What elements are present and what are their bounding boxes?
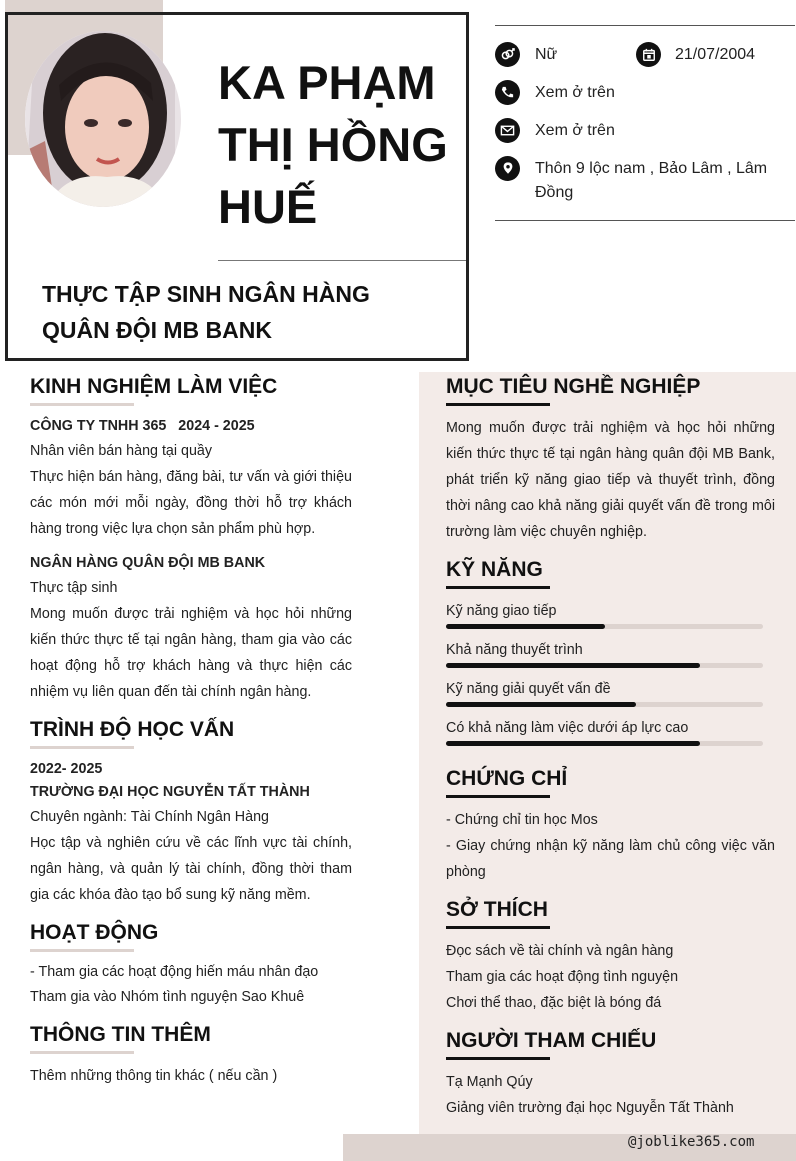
activity-item: - Tham gia các hoạt động hiến máu nhân đạo xyxy=(30,964,319,980)
location-icon xyxy=(495,156,520,181)
education-major: Chuyên ngành: Tài Chính Ngân Hàng xyxy=(30,809,269,825)
skill-bar xyxy=(446,663,763,668)
objective-underline xyxy=(446,403,550,406)
name-divider xyxy=(218,260,466,261)
gender-icon xyxy=(495,42,520,67)
gender-value: Nữ xyxy=(535,46,558,63)
experience-heading: KINH NGHIỆM LÀM VIỆC xyxy=(30,375,278,398)
skill-label: Có khả năng làm việc dưới áp lực cao xyxy=(446,720,689,736)
certificate-item: - Chứng chỉ tin học Mos xyxy=(446,812,598,828)
additional-info-heading: THÔNG TIN THÊM xyxy=(30,1023,211,1046)
skills-underline xyxy=(446,586,550,589)
address-value: Thôn 9 lộc nam , Bảo Lâm , Lâm Đồng xyxy=(535,160,768,201)
hobby-item: Tham gia các hoạt động tình nguyện xyxy=(446,969,679,985)
email-icon xyxy=(495,118,520,143)
email-value: Xem ở trên xyxy=(535,122,615,139)
skills-heading: KỸ NĂNG xyxy=(446,558,543,581)
candidate-name: KA PHẠM THỊ HỒNG HUẾ xyxy=(218,56,448,233)
skill-bar-fill xyxy=(446,624,605,629)
certificates-underline xyxy=(446,795,550,798)
phone-icon xyxy=(495,80,520,105)
reference-position: Giảng viên trường đại học Nguyễn Tất Thành xyxy=(446,1100,734,1116)
profile-photo-image xyxy=(25,31,181,207)
additional-info-underline xyxy=(30,1051,134,1054)
skill-bar-fill xyxy=(446,663,700,668)
hobbies-heading: SỞ THÍCH xyxy=(446,898,548,921)
skill-bar xyxy=(446,741,763,746)
calendar-icon xyxy=(636,42,661,67)
references-heading: NGƯỜI THAM CHIẾU xyxy=(446,1029,657,1052)
skill-bar-fill xyxy=(446,741,700,746)
activity-item: Tham gia vào Nhóm tình nguyện Sao Khuê xyxy=(30,989,305,1005)
skill-bar xyxy=(446,624,763,629)
education-school: TRƯỜNG ĐẠI HỌC NGUYỄN TẤT THÀNH xyxy=(30,784,310,800)
hobby-item: Chơi thể thao, đặc biệt là bóng đá xyxy=(446,995,662,1011)
birthdate-value: 21/07/2004 xyxy=(675,46,756,63)
job-2-company: NGÂN HÀNG QUÂN ĐỘI MB BANK xyxy=(30,555,266,571)
experience-underline xyxy=(30,403,134,406)
contact-divider-bottom xyxy=(495,220,795,221)
skill-label: Kỹ năng giải quyết vấn đề xyxy=(446,681,611,697)
footer-watermark: @joblike365.com xyxy=(628,1134,755,1150)
job-1-role: Nhân viên bán hàng tại quầy xyxy=(30,443,213,459)
reference-name: Tạ Mạnh Qúy xyxy=(446,1074,533,1090)
contact-divider-top xyxy=(495,25,795,26)
additional-info-text: Thêm những thông tin khác ( nếu cần ) xyxy=(30,1068,278,1084)
certificate-item: - Giay chứng nhận kỹ năng làm chủ công việc văn phòng xyxy=(446,838,775,880)
education-heading: TRÌNH ĐỘ HỌC VẤN xyxy=(30,718,235,741)
hobby-item: Đọc sách về tài chính và ngân hàng xyxy=(446,943,674,959)
activities-underline xyxy=(30,949,134,952)
references-underline xyxy=(446,1057,550,1060)
objective-text: Mong muốn được trải nghiệm và học hỏi những kiến thức thực tế tại ngân hàng quân đội MB Bank, phát triển kỹ năng giao tiếp và thuyết trình, đồng thời nâng cao khả năng giải quyết vấn đề trong môi trường làm việc chuyên nghiệp. xyxy=(446,420,775,540)
phone-value: Xem ở trên xyxy=(535,84,615,101)
education-years: 2022- 2025 xyxy=(30,761,103,777)
skill-bar-fill xyxy=(446,702,636,707)
job-1-description: Thực hiện bán hàng, đăng bài, tư vấn và giới thiệu các món mới mỗi ngày, đồng thời hỗ trợ khách hàng trong việc lựa chọn sản phẩm phù hợp. xyxy=(30,469,352,537)
hobbies-underline xyxy=(446,926,550,929)
job-2-role: Thực tập sinh xyxy=(30,580,118,596)
education-underline xyxy=(30,746,134,749)
profile-photo xyxy=(25,31,181,207)
skill-bar xyxy=(446,702,763,707)
objective-heading: MỤC TIÊU NGHỀ NGHIỆP xyxy=(446,375,701,398)
job-title: THỰC TẬP SINH NGÂN HÀNG QUÂN ĐỘI MB BANK xyxy=(42,281,370,343)
activities-heading: HOẠT ĐỘNG xyxy=(30,921,159,944)
education-description: Học tập và nghiên cứu về các lĩnh vực tài chính, ngân hàng, và quản lý tài chính, đồng thời tham gia các khóa đào tạo bổ sung kỹ năng mềm. xyxy=(30,835,352,903)
skill-label: Kỹ năng giao tiếp xyxy=(446,603,557,619)
job-2-description: Mong muốn được trải nghiệm và học hỏi những kiến thức thực tế tại ngân hàng, tham gia vào các hoạt động hỗ trợ khách hàng và thực hiện các nhiệm vụ liên quan đến tài chính ngân hàng. xyxy=(30,606,352,700)
certificates-heading: CHỨNG CHỈ xyxy=(446,767,568,790)
job-1-company: CÔNG TY TNHH 365 2024 - 2025 xyxy=(30,418,255,434)
skill-label: Khả năng thuyết trình xyxy=(446,642,583,658)
